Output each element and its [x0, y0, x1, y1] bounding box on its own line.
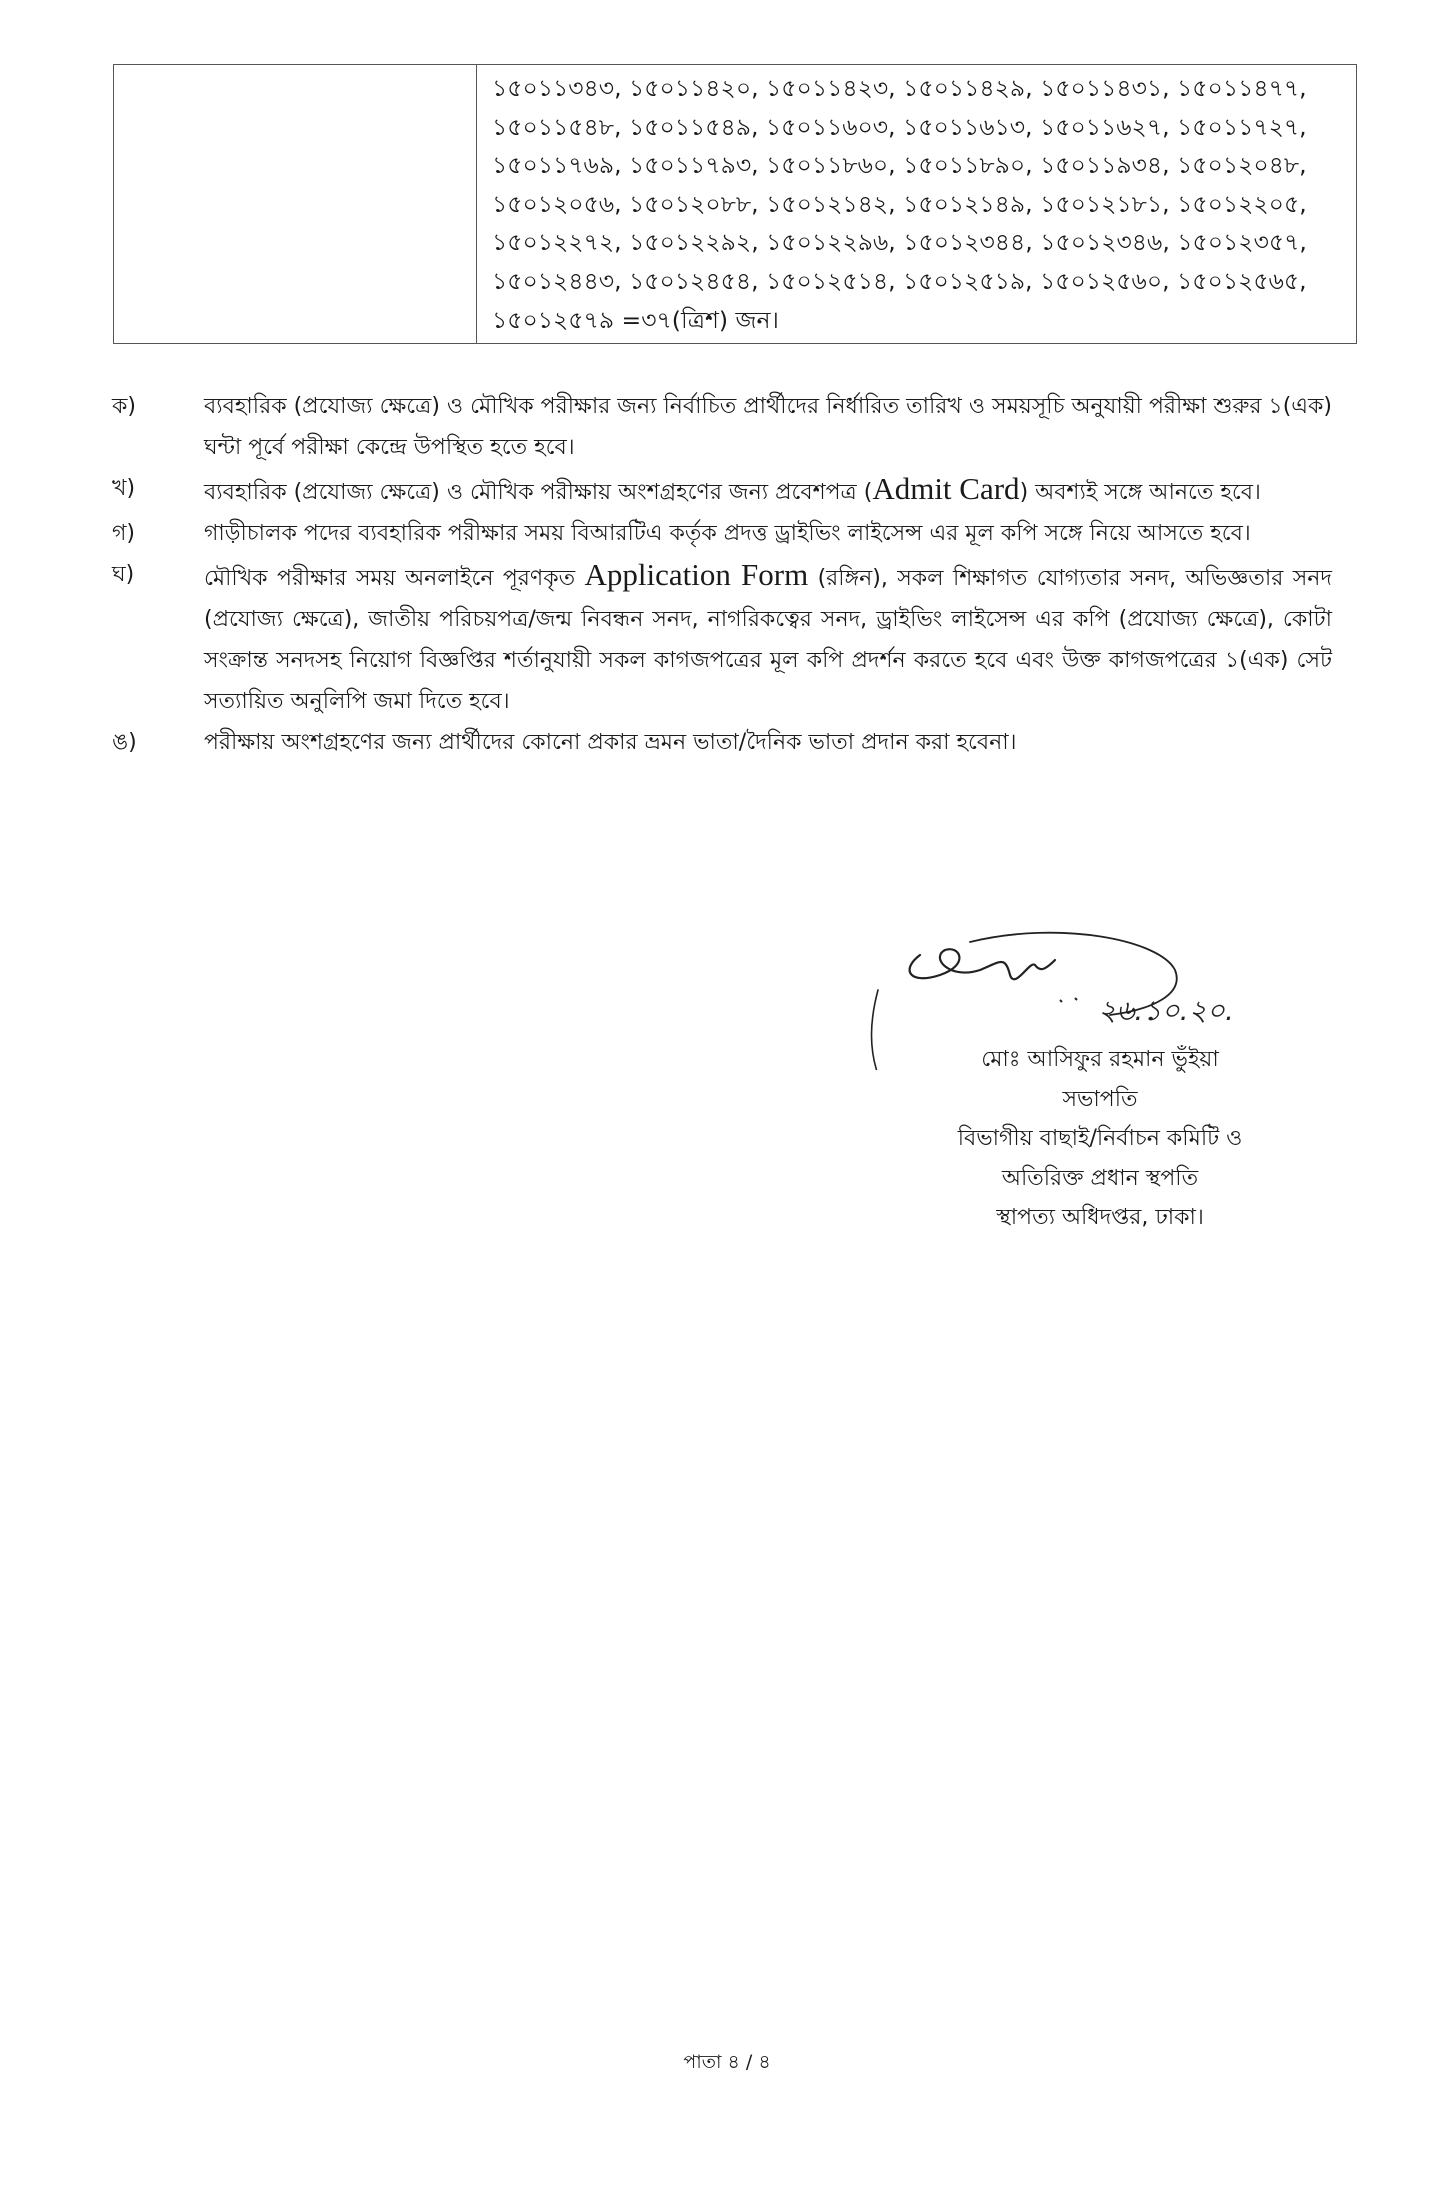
roll-table: [113, 64, 1357, 344]
instruction-marker: ঙ): [112, 730, 137, 755]
roll-line: ১৫০১২২৭২, ১৫০১২২৯২, ১৫০১২২৯৬, ১৫০১২৩৪৪, ১৫০১২৩৪৬, ১৫০১২৩৫৭,: [492, 228, 1307, 257]
application-form-term: Application Form: [584, 557, 809, 592]
instruction-item: [112, 554, 1332, 722]
signer-title: সভাপতি: [1062, 1086, 1138, 1112]
signer-block: [880, 1040, 1320, 1238]
signer-designation: অতিরিক্ত প্রধান স্থপতি: [1001, 1165, 1199, 1191]
signer-office: স্থাপত্য অধিদপ্তর, ঢাকা।: [996, 1205, 1204, 1230]
roll-line: ১৫০১২৫৭৯ =৩৭(ত্রিশ) জন।: [492, 305, 779, 334]
admit-card-term: Admit Card: [872, 471, 1020, 506]
instruction-text: [204, 468, 1332, 513]
roll-line: ১৫০১২৪৪৩, ১৫০১২৪৫৪, ১৫০১২৫১৪, ১৫০১২৫১৯, ১৫০১২৫৬০, ১৫০১২৫৬৫,: [492, 266, 1307, 295]
instruction-marker: গ): [112, 521, 136, 546]
instruction-item: [112, 386, 1332, 468]
instruction-text-part: ) অবশ্যই সঙ্গে আনতে হবে।: [1019, 480, 1261, 505]
roll-line: ১৫০১১৫৪৮, ১৫০১১৫৪৯, ১৫০১১৬০৩, ১৫০১১৬১৩, ১৫০১১৬২৭, ১৫০১১৭২৭,: [492, 112, 1307, 141]
instruction-item: [112, 722, 1332, 763]
instruction-item: [112, 468, 1332, 513]
instruction-item: [112, 513, 1332, 554]
signer-name: মোঃ আসিফুর রহমান ভুঁইয়া: [981, 1047, 1219, 1072]
instruction-text-part: ব্যবহারিক (প্রযোজ্য ক্ষেত্রে) ও মৌখিক পরীক্ষায় অংশগ্রহণের জন্য প্রবেশপত্র (: [204, 480, 873, 505]
roll-number-cell: [492, 69, 1348, 339]
instruction-text-part: (রঙ্গিন), সকল শিক্ষাগত যোগ্যতার সনদ, অভিজ্ঞতার সনদ (প্রযোজ্য ক্ষেত্রে), জাতীয় পরিচয়পত্র/জন্ম নিবন্ধন সনদ, নাগরিকত্বের সনদ, ড্রাইভিং লাইসেন্স এর কপি (প্রযোজ্য ক্ষেত্রে), কোটা সংক্রান্ত সনদসহ নিয়োগ বিজ্ঞপ্তির শর্তানুযায়ী সকল কাগজপত্রের মূল কপি প্রদর্শন করতে হবে এবং উক্ত কাগজপত্রের ১(এক) সেট সত্যায়িত অনুলিপি জমা দিতে হবে।: [204, 566, 1332, 714]
page-number: পাতা ৪ / ৪: [683, 2051, 771, 2073]
instruction-marker: খ): [112, 476, 136, 501]
instruction-marker: ঘ): [112, 562, 135, 587]
instruction-text-part: মৌখিক পরীক্ষার সময় অনলাইনে পূরণকৃত: [204, 566, 585, 591]
roll-line: ১৫০১২০৫৬, ১৫০১২০৮৮, ১৫০১২১৪২, ১৫০১২১৪৯, ১৫০১২১৮১, ১৫০১২২০৫,: [492, 189, 1307, 218]
instruction-text: গাড়ীচালক পদের ব্যবহারিক পরীক্ষার সময় বিআরটিএ কর্তৃক প্রদত্ত ড্রাইভিং লাইসেন্স এর মূল কপি সঙ্গে নিয়ে আসতে হবে।: [204, 521, 1251, 546]
instructions-list: [112, 386, 1332, 763]
table-column-divider: [476, 65, 477, 343]
roll-line: ১৫০১১৭৬৯, ১৫০১১৭৯৩, ১৫০১১৮৬০, ১৫০১১৮৯০, ১৫০১১৯৩৪, ১৫০১২০৪৮,: [492, 151, 1307, 180]
instruction-marker: ক): [112, 394, 136, 419]
roll-line: ১৫০১১৩৪৩, ১৫০১১৪২০, ১৫০১১৪২৩, ১৫০১১৪২৯, ১৫০১১৪৩১, ১৫০১১৪৭৭,: [492, 74, 1307, 102]
signature-date: ২৬.১০.২০.: [1098, 994, 1234, 1027]
signer-committee: বিভাগীয় বাছাই/নির্বাচন কমিটি ও: [957, 1126, 1243, 1151]
instruction-text: পরীক্ষায় অংশগ্রহণের জন্য প্রার্থীদের কোনো প্রকার ভ্রমন ভাতা/দৈনিক ভাতা প্রদান করা হবেনা।: [204, 730, 1017, 755]
instruction-text: [204, 554, 1332, 722]
instruction-text: ব্যবহারিক (প্রযোজ্য ক্ষেত্রে) ও মৌখিক পরীক্ষার জন্য নির্বাচিত প্রার্থীদের নির্ধারিত তারিখ ও সময়সূচি অনুযায়ী পরীক্ষা শুরুর ১(এক) ঘন্টা পূর্বে পরীক্ষা কেন্দ্রে উপস্থিত হতে হবে।: [204, 394, 1332, 460]
